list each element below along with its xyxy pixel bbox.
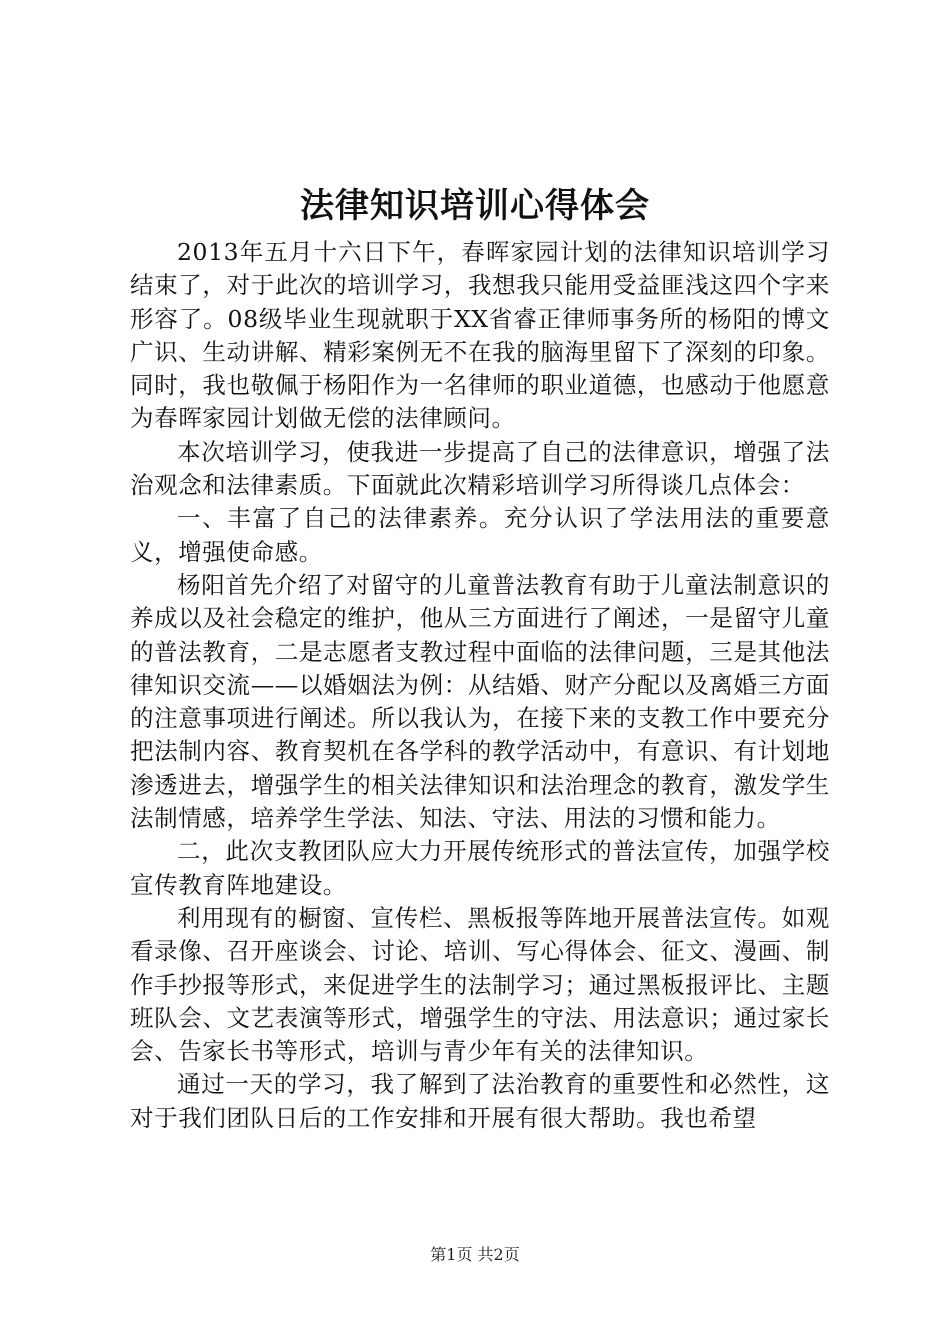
page-indicator: 第1页 共2页 [430, 1245, 520, 1264]
paragraph-2: 本次培训学习，使我进一步提高了自己的法律意识，增强了法治观念和法律素质。下面就此次精彩培训学习所得谈几点体会： [130, 437, 830, 500]
paragraph-7: 通过一天的学习，我了解到了法治教育的重要性和必然性，这对于我们团队日后的工作安排和开展有很大帮助。我也希望 [130, 1070, 830, 1132]
paragraph-3: 一、丰富了自己的法律素养。充分认识了学法用法的重要意义，增强使命感。 [130, 504, 830, 566]
paragraph-5: 二，此次支教团队应大力开展传统形式的普法宣传，加强学校宣传教育阵地建设。 [130, 837, 830, 899]
document-title: 法律知识培训心得体会 [300, 186, 650, 226]
paragraph-4: 杨阳首先介绍了对留守的儿童普法教育有助于儿童法制意识的养成以及社会稳定的维护，他从三方面进行了阐述，一是留守儿童的普法教育，二是志愿者支教过程中面临的法律问题，三是其他法律知识交流——以婚姻法为例：从结婚、财产分配以及离婚三方面的注意事项进行阐述。所以我认为，在接下来的支教工作中要充分把法制内容、教育契机在各学科的教学活动中，有意识、有计划地渗透进去，增强学生的相关法律知识和法治理念的教育，激发学生法制情感，培养学生学法、知法、守法、用法的习惯和能力。 [130, 570, 830, 833]
paragraph-6: 利用现有的橱窗、宣传栏、黑板报等阵地开展普法宣传。如观看录像、召开座谈会、讨论、培训、写心得体会、征文、漫画、制作手抄报等形式，来促进学生的法制学习；通过黑板报评比、主题班队会、文艺表演等形式，增强学生的守法、用法意识；通过家长会、告家长书等形式，培训与青少年有关的法律知识。 [130, 903, 830, 1066]
page-footer [0, 1244, 950, 1266]
paragraph-1: 2013年五月十六日下午，春晖家园计划的法律知识培训学习结束了，对于此次的培训学习，我想我只能用受益匪浅这四个字来形容了。08级毕业生现就职于XX省睿正律师事务所的杨阳的博文广识、生动讲解、精彩案例无不在我的脑海里留下了深刻的印象。同时，我也敬佩于杨阳作为一名律师的职业道德，也感动于他愿意为春晖家园计划做无偿的法律顾问。 [130, 238, 830, 433]
document-body [130, 236, 830, 1135]
